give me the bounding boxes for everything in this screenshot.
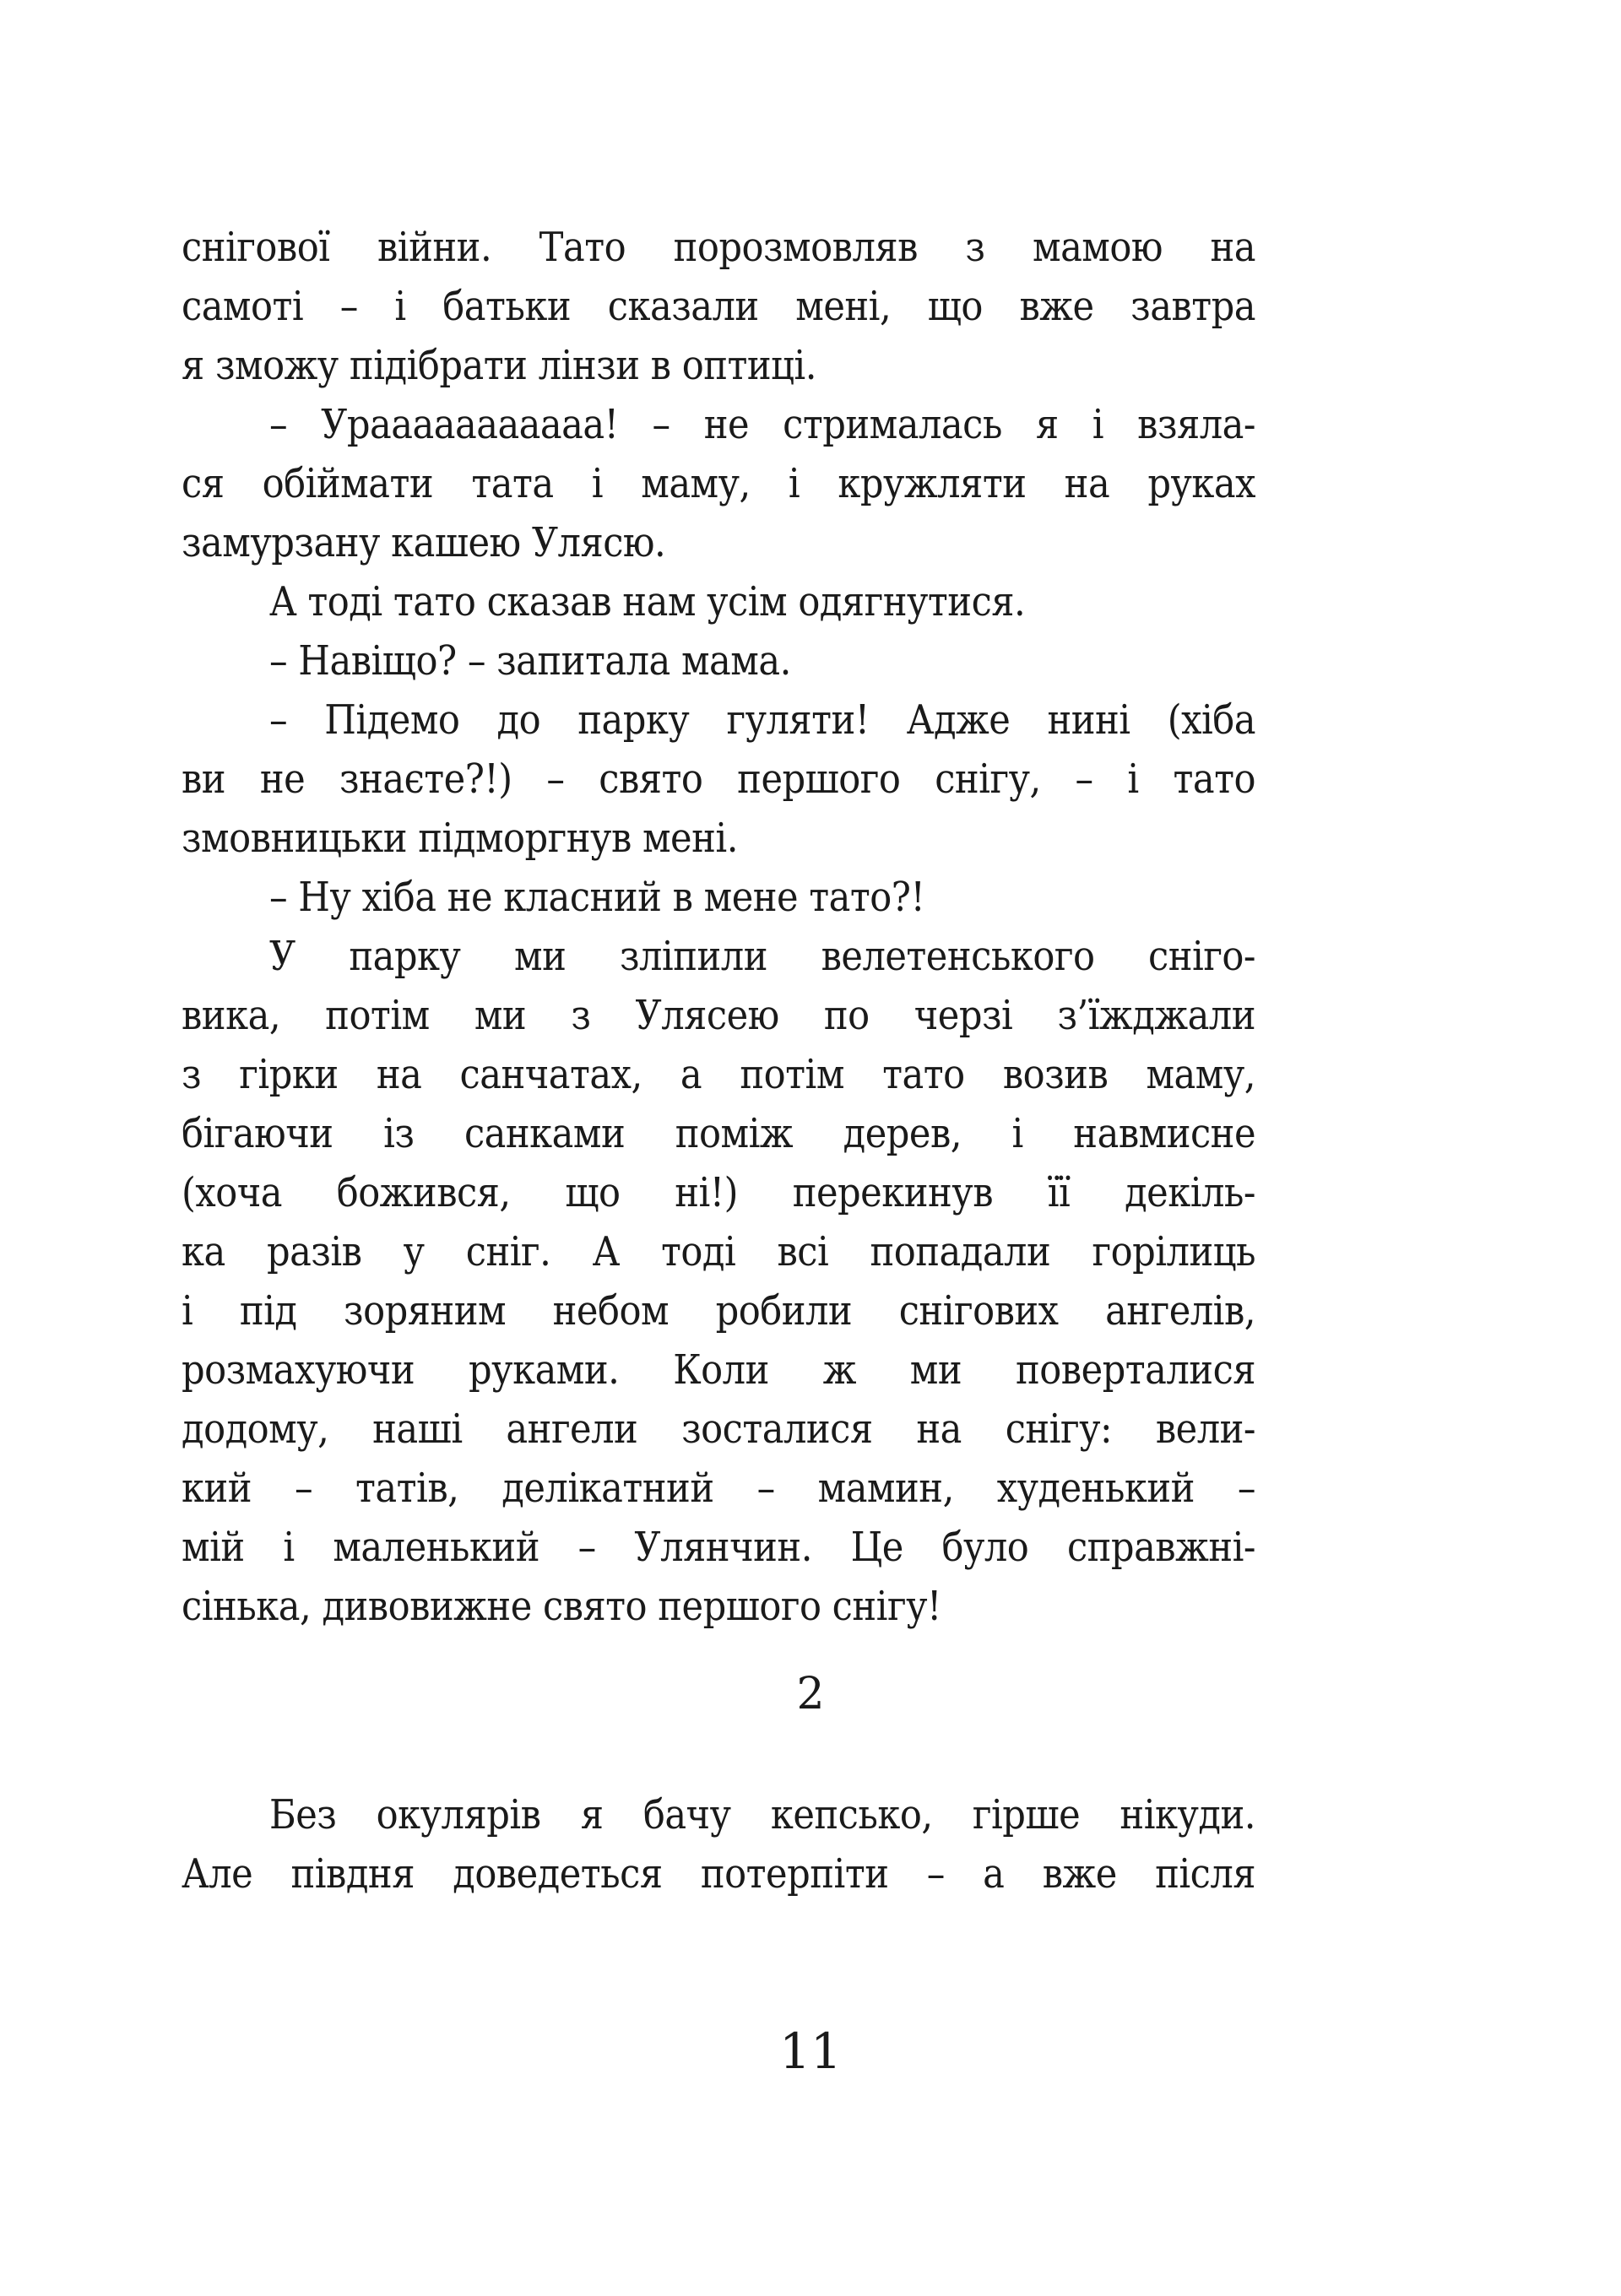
section-number: 2 [796,1669,825,1719]
text-line: розмахуючи руками. Коли ж ми поверталися [182,1346,1255,1394]
text-line: з гірки на санчатах, а потім тато возив маму, [182,1051,1255,1098]
text-line: мій і маленький – Улянчин. Це було справжні- [182,1524,1255,1571]
text-line: – Навіщо? – запитала мама. [269,637,791,685]
text-line: самоті – і батьки сказали мені, що вже завтра [182,283,1255,330]
text-line: кий – татів, делікатний – мамин, худенький – [182,1465,1255,1512]
text-line: і під зоряним небом робили снігових ангелів, [182,1287,1255,1335]
text-line: ви не знаєте?!) – свято першого снігу, – і тато [182,755,1255,803]
text-line: ся обіймати тата і маму, і кружляти на руках [182,460,1255,507]
text-line: я зможу підібрати лінзи в оптиці. [182,342,816,389]
text-line: сінька, дивовижне свято першого снігу! [182,1583,941,1630]
text-line: (хоча божився, що ні!) перекинув її декіль- [182,1169,1255,1216]
text-line: додому, наші ангели зосталися на снігу: вели- [182,1405,1255,1453]
text-line: замурзану кашею Улясю. [182,519,666,566]
text-line: – Ну хіба не класний в мене тато?! [269,874,925,921]
text-line: – Урааааааааааа! – не стрималась я і взяла- [269,401,1255,448]
text-line: змовницьки підморгнув мені. [182,815,738,862]
text-line: Але півдня доведеться потерпіти – а вже після [182,1850,1255,1898]
text-line: – Підемо до парку гуляти! Адже нині (хіба [269,696,1255,744]
text-line: снігової війни. Тато порозмовляв з мамою на [182,224,1255,271]
text-line: А тоді тато сказав нам усім одягнутися. [269,578,1026,625]
text-line: ка разів у сніг. А тоді всі попадали горілиць [182,1228,1255,1275]
text-line: бігаючи із санками поміж дерев, і навмисне [182,1110,1255,1157]
text-line: вика, потім ми з Улясею по черзі з’їжджали [182,992,1255,1039]
text-line: Без окулярів я бачу кепсько, гірше нікуди. [269,1791,1255,1838]
page-number: 11 [779,2023,842,2080]
text-line: У парку ми зліпили велетенського сніго- [269,933,1255,980]
